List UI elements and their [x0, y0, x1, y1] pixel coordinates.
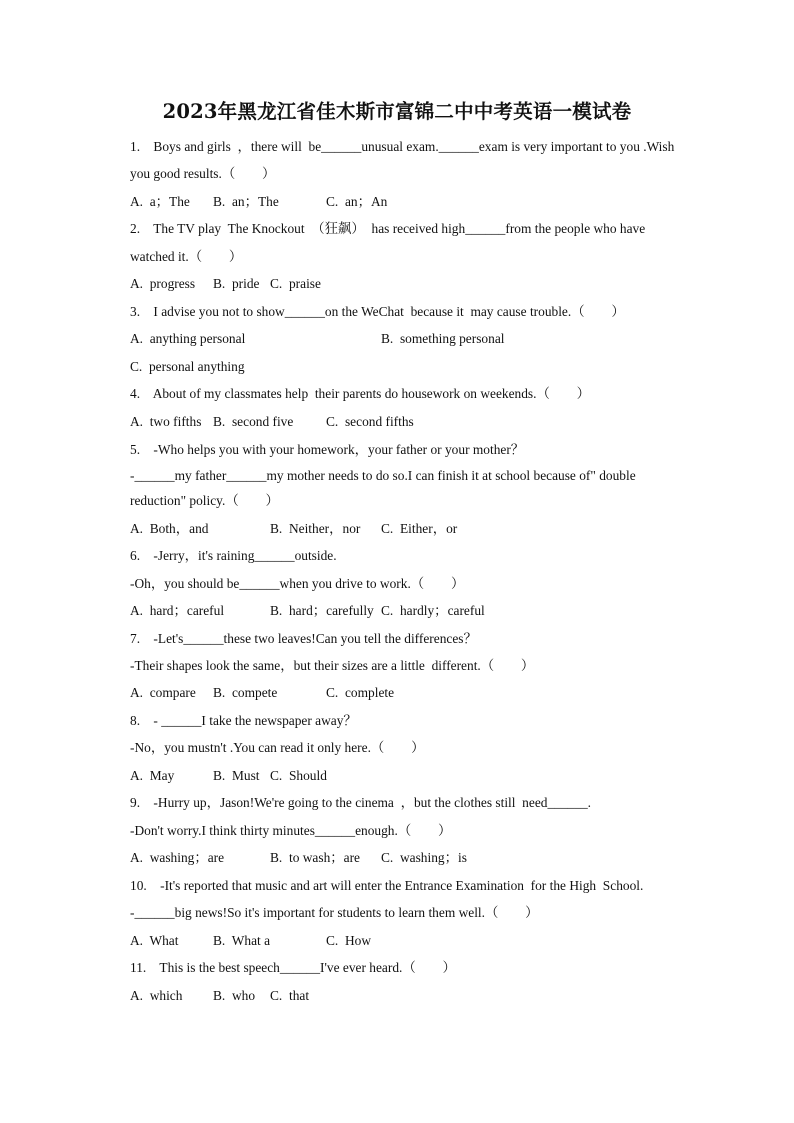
- q2-stem-line2: watched it.（ ）: [130, 249, 243, 264]
- q10-option-b: B. What a: [213, 933, 271, 948]
- q8-option-c: C. Should: [270, 768, 327, 783]
- q2-stem-line1: 2. The TV play The Knockout （狂飙） has received high______from the people who have: [130, 221, 646, 236]
- q7-option-c: C. complete: [326, 685, 395, 700]
- q3-stem: 3. I advise you not to show______on the WeChat because it may cause trouble.（ ）: [130, 304, 625, 319]
- q6-option-a: A. hard；careful: [130, 603, 225, 618]
- q4-stem: 4. About of my classmates help their parents do housework on weekends.（ ）: [130, 386, 591, 401]
- q5-stem-line1: 5. -Who helps you with your homework，your father or your mother？: [130, 442, 525, 457]
- q7-stem-line1: 7. -Let's______these two leaves!Can you tell the differences？: [130, 631, 477, 646]
- q3-option-b: B. something personal: [381, 331, 505, 346]
- q9-option-c: C. washing；is: [381, 850, 467, 865]
- q8-option-b: B. Must: [213, 768, 260, 783]
- q9-stem-line1: 9. -Hurry up，Jason!We're going to the cinema ，but the clothes still need______.: [130, 795, 591, 810]
- q3-option-c: C. personal anything: [130, 359, 245, 374]
- q7-option-a: A. compare: [130, 685, 196, 700]
- q5-option-b: B. Neither，nor: [270, 521, 361, 536]
- q4-option-a: A. two fifths: [130, 414, 202, 429]
- q6-stem-line2: -Oh，you should be______when you drive to work.（ ）: [130, 576, 465, 591]
- q4-option-b: B. second five: [213, 414, 294, 429]
- q8-option-a: A. May: [130, 768, 175, 783]
- page-title: 2023年黑龙江省佳木斯市富锦二中中考英语一模试卷: [162, 100, 632, 123]
- q1-stem-line1: 1. Boys and girls ，there will be______unusual exam.______exam is very important to you .Wish: [130, 139, 675, 154]
- q10-stem-line2: -______big news!So it's important for students to learn them well.（ ）: [130, 905, 539, 920]
- q7-option-b: B. compete: [213, 685, 278, 700]
- q5-option-a: A. Both，and: [130, 521, 209, 536]
- q3-option-a: A. anything personal: [130, 331, 246, 346]
- q10-option-c: C. How: [326, 933, 372, 948]
- q1-option-a: A. a；The: [130, 194, 190, 209]
- q1-stem-line2: you good results.（ ）: [130, 166, 276, 181]
- q5-stem-line2: -______my father______my mother needs to do so.I can finish it at school because of" double: [130, 468, 636, 483]
- q2-option-c: C. praise: [270, 276, 321, 291]
- q8-stem-line1: 8. - ______I take the newspaper away？: [130, 713, 357, 728]
- q8-stem-line2: -No，you mustn't .You can read it only here.（ ）: [130, 740, 425, 755]
- q6-option-b: B. hard；carefully: [270, 603, 374, 618]
- q9-option-a: A. washing；are: [130, 850, 225, 865]
- q2-option-a: A. progress: [130, 276, 196, 291]
- q11-option-b: B. who: [213, 988, 256, 1003]
- q11-stem: 11. This is the best speech______I've ever heard.（ ）: [130, 960, 456, 975]
- q11-option-c: C. that: [270, 988, 310, 1003]
- q6-option-c: C. hardly；careful: [381, 603, 485, 618]
- q10-option-a: A. What: [130, 933, 179, 948]
- q9-option-b: B. to wash；are: [270, 850, 360, 865]
- q7-stem-line2: -Their shapes look the same，but their sizes are a little different.（ ）: [130, 658, 535, 673]
- q9-stem-line2: -Don't worry.I think thirty minutes______enough.（ ）: [130, 823, 452, 838]
- q11-option-a: A. which: [130, 988, 183, 1003]
- q5-option-c: C. Either，or: [381, 521, 458, 536]
- q6-stem-line1: 6. -Jerry，it's raining______outside.: [130, 548, 337, 563]
- q1-option-b: B. an；The: [213, 194, 279, 209]
- q5-stem-line3: reduction" policy.（ ）: [130, 493, 279, 508]
- q2-option-b: B. pride: [213, 276, 260, 291]
- q4-option-c: C. second fifths: [326, 414, 414, 429]
- q10-stem-line1: 10. -It's reported that music and art will enter the Entrance Examination for the High School.: [130, 878, 644, 893]
- q1-option-c: C. an；An: [326, 194, 388, 209]
